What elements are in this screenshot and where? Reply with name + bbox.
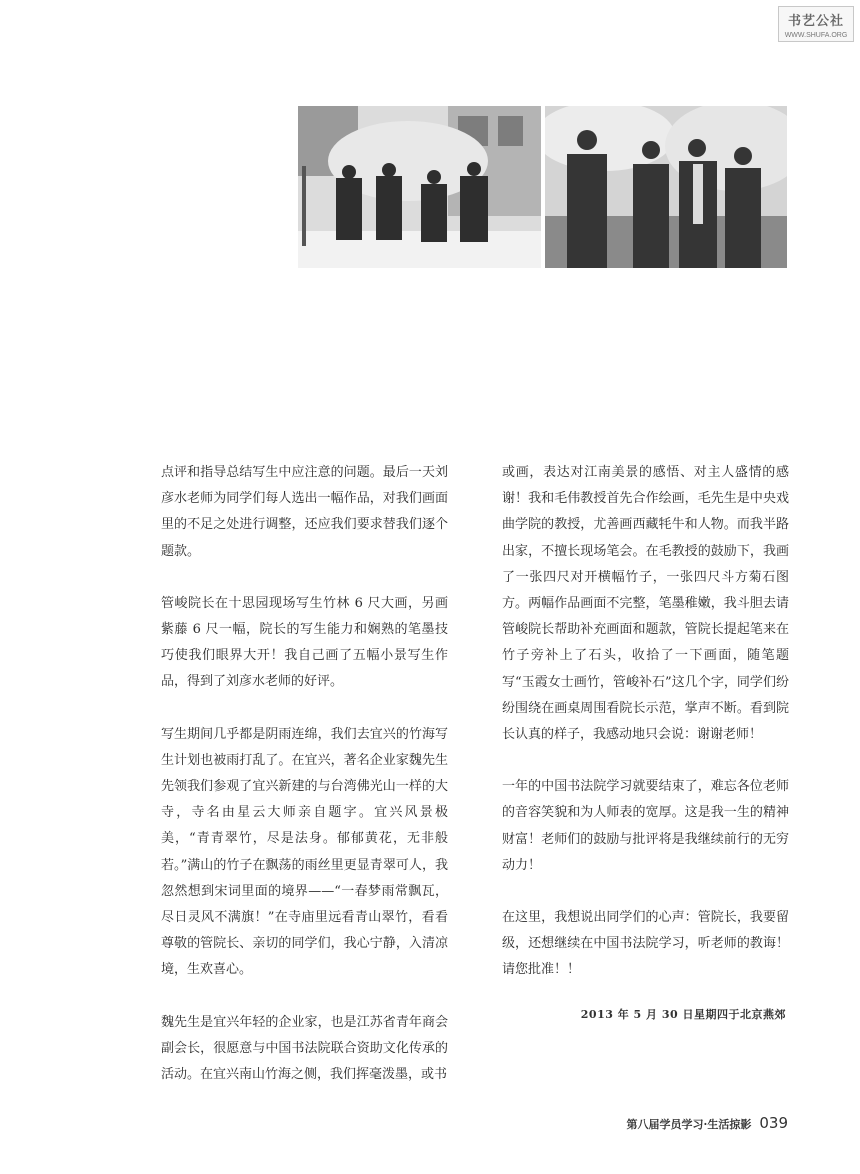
paragraph: 在这里，我想说出同学们的心声：管院长，我要留级，还想继续在中国书法院学习，听老师的教诲！请您批准！！: [502, 910, 789, 978]
group-photo-snow-1: [298, 106, 541, 268]
paragraph: 写生期间几乎都是阴雨连绵，我们去宜兴的竹海写生计划也被雨打乱了。在宜兴，著名企业家魏先生先领我们参观了宜兴新建的与台湾佛光山一样的大寺，寺名由星云大师亲自题字。宜兴风景极美，“青青翠竹，尽是法身。郁郁黄花，无非般若。”满山的竹子在飘荡的雨丝里更显青翠可人，我忽然想到宋词里面的境界——“一春梦雨常飘瓦，尽日灵风不满旗！”在寺庙里远看青山翠竹，看看尊敬的管院长、亲切的同学们，我心宁静，入清凉境，生欢喜心。: [161, 726, 448, 978]
article-right-column: [502, 460, 789, 1010]
article-left-column: [161, 460, 448, 1114]
paragraph: 点评和指导总结写生中应注意的问题。最后一天刘彦水老师为同学们每人选出一幅作品，对我们画面里的不足之处进行调整，还应我们要求替我们逐个题款。: [161, 465, 448, 559]
logo-name: 书艺公社: [787, 14, 844, 29]
paragraph: 一年的中国书法院学习就要结束了，难忘各位老师的音容笑貌和为人师表的宽厚。这是我一生的精神财富！老师们的鼓励与批评将是我继续前行的无穷动力！: [502, 779, 789, 873]
footer-caption: 第八届学员学习·生活掠影: [626, 1118, 752, 1131]
page-footer: [627, 1114, 788, 1132]
paragraph: 或画，表达对江南美景的感悟、对主人盛情的感谢！我和毛伟教授首先合作绘画，毛先生是中央戏曲学院的教授，尤善画西藏牦牛和人物。而我半路出家，不擅长现场笔会。在毛教授的鼓励下，我画了一张四尺对开横幅竹子，一张四尺斗方菊石图方。两幅作品画面不完整，笔墨稚嫩，我斗胆去请管峻院长帮助补充画面和题款，管院长提起笔来在竹子旁补上了石头，收拾了一下画面，随笔题写“玉霞女士画竹，管峻补石”这几个字，同学们纷纷围绕在画桌周围看院长示范，掌声不断。看到院长认真的样子，我感动地只会说：谢谢老师！: [502, 465, 789, 743]
group-photo-snow-2: [545, 106, 787, 268]
paragraph: 管峻院长在十思园现场写生竹林 6 尺大画，另画紫藤 6 尺一幅，院长的写生能力和娴熟的笔墨技巧使我们眼界大开！我自己画了五幅小景写生作品，得到了刘彦水老师的好评。: [161, 595, 448, 690]
page-number: 039: [759, 1114, 788, 1132]
paragraph: 魏先生是宜兴年轻的企业家，也是江苏省青年商会副会长，很愿意与中国书法院联合资助文化传承的活动。在宜兴南山竹海之侧，我们挥毫泼墨，或书: [161, 1014, 448, 1083]
site-logo: [778, 6, 854, 42]
date-signature: 2013 年 5 月 30 日星期四于北京燕郊: [580, 1008, 786, 1021]
logo-url: WWW.SHUFA.ORG: [784, 32, 848, 39]
